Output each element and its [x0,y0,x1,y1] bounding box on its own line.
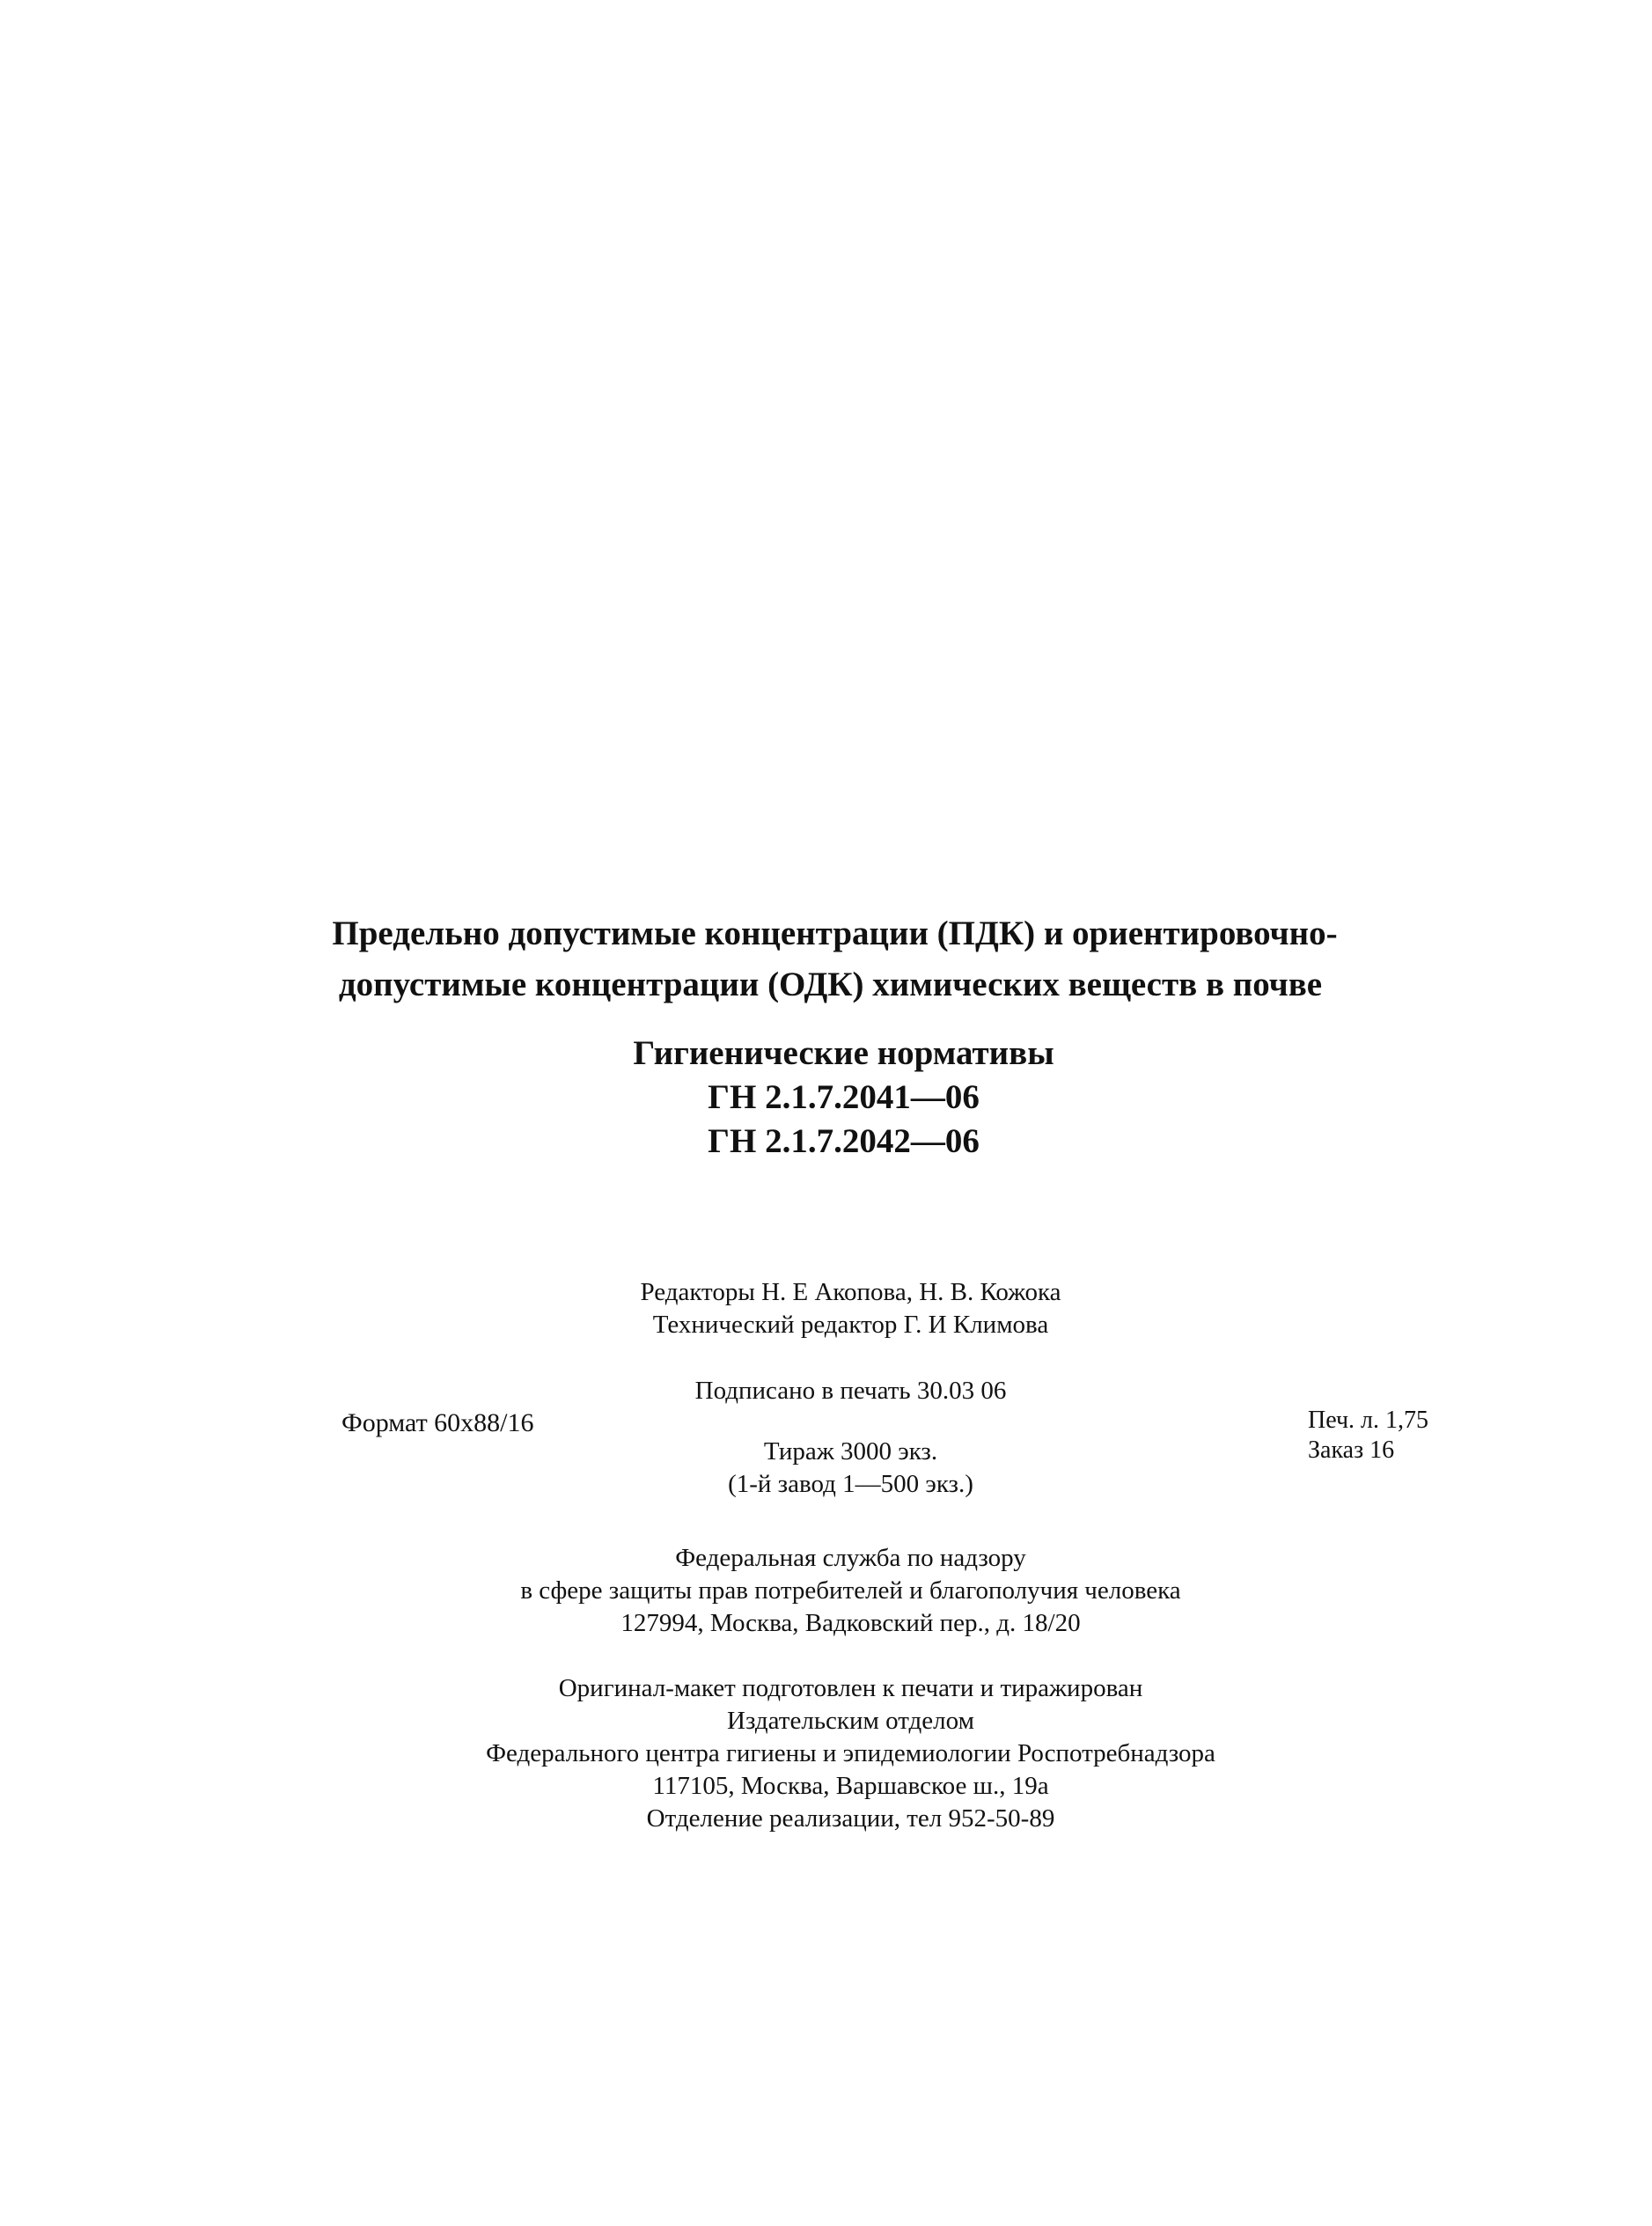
circulation-total: Тираж 3000 экз. [763,1437,938,1466]
technical-editor-line: Технический редактор Г. И Климова [652,1311,1049,1339]
federal-service-line-1: Федеральная служба по надзору [675,1544,1026,1572]
document-subtitle [0,1032,1652,1164]
subtitle-code-2042: ГН 2.1.7.2042—06 [708,1122,980,1160]
subtitle-code-2041: ГН 2.1.7.2041—06 [708,1078,980,1116]
federal-service-block [0,1542,1652,1640]
format-info: Формат 60х88/16 [341,1408,534,1437]
order-number: Заказ 16 [1308,1436,1395,1464]
publisher-block [0,1672,1652,1835]
signed-to-print: Подписано в печать 30.03 06 [694,1377,1007,1405]
circulation-first-run: (1-й завод 1—500 экз.) [728,1470,973,1498]
editors-line: Редакторы Н. Е Акопова, Н. В. Кожока [640,1278,1061,1306]
print-sheets: Печ. л. 1,75 [1308,1407,1429,1434]
federal-service-address: 127994, Москва, Вадковский пер., д. 18/20 [620,1609,1081,1637]
subtitle-hygienic-norms: Гигиенические нормативы [633,1034,1054,1072]
publisher-line-3: Федерального центра гигиены и эпидемиологии Роспотребнадзора [486,1739,1215,1767]
signed-block [0,1375,1652,1407]
circulation-block [0,1436,1652,1501]
publisher-line-2: Издательским отделом [727,1707,974,1735]
document-title [0,908,1652,1010]
editors-block [0,1276,1652,1341]
publisher-address: 117105, Москва, Варшавское ш., 19а [652,1772,1049,1800]
publisher-line-1: Оригинал-макет подготовлен к печати и тиражирован [558,1674,1143,1702]
title-line-2: допустимые концентрации (ОДК) химических веществ в почве [338,966,1323,1003]
title-line-1: Предельно допустимые концентрации (ПДК) и ориентировочно- [332,915,1338,952]
publisher-sales-phone: Отделение реализации, тел 952-50-89 [646,1804,1055,1833]
federal-service-line-2: в сфере защиты прав потребителей и благополучия человека [520,1576,1181,1605]
